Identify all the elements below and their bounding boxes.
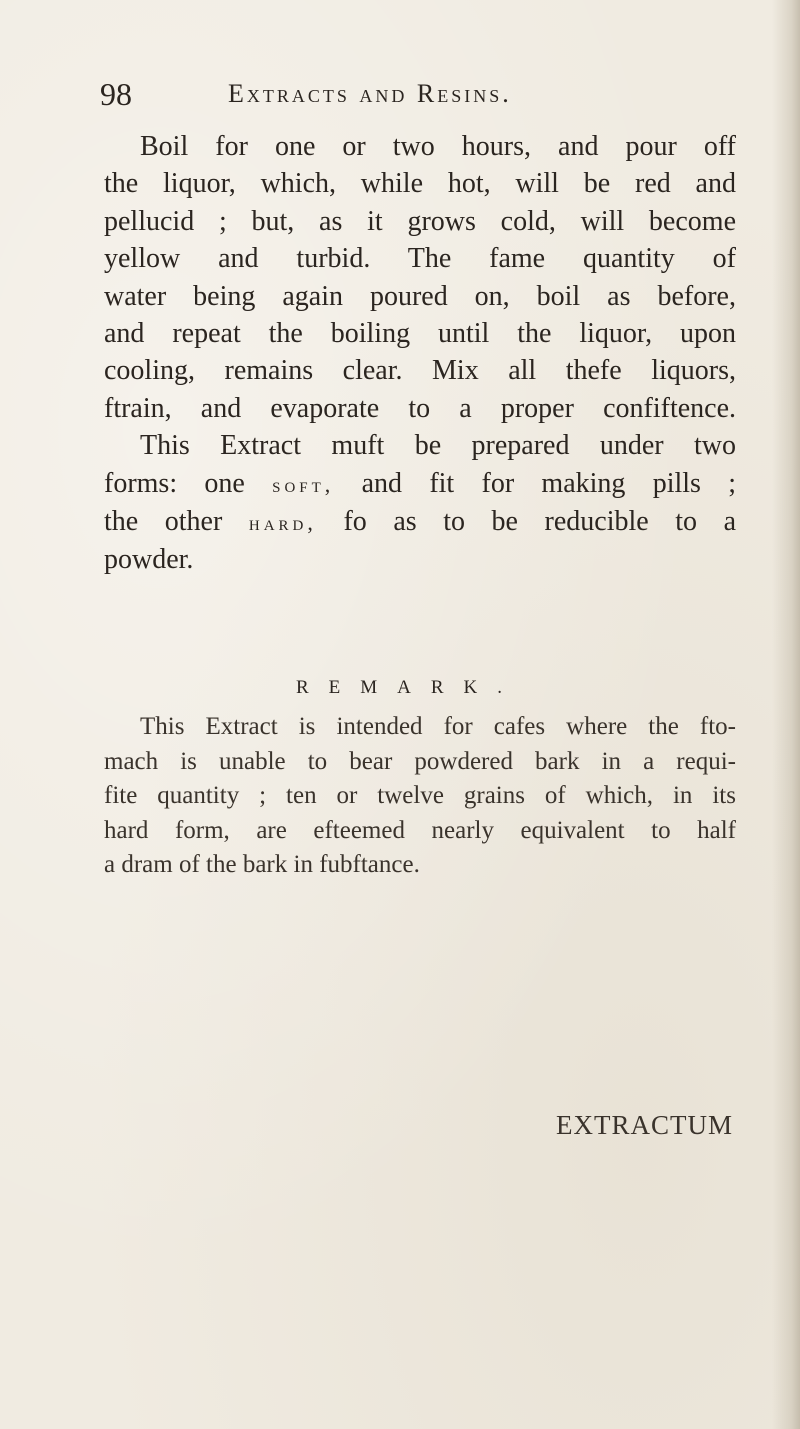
text-line: powder. [104, 544, 194, 576]
remark-line: a dram of the bark in fubftance. [104, 851, 420, 879]
remark-heading: REMARK. [295, 677, 523, 698]
remark-line: mach is unable to bear powdered bark in a requi- [104, 747, 736, 775]
text-fragment: the other [104, 506, 223, 538]
text-line: and repeat the boiling until the liquor, upon [104, 318, 736, 350]
text-line [104, 503, 736, 541]
main-paragraphs [104, 128, 736, 579]
text-line: Boil for one or two hours, and pour off [140, 131, 736, 162]
remark-line: fite quantity ; ten or twelve grains of which, in its [104, 782, 736, 810]
text-line: ftrain, and evaporate to a proper confiftence. [104, 392, 736, 424]
text-fragment: fo as to be reducible to a [343, 506, 736, 538]
remark-line: This Extract is intended for cafes where the fto- [140, 713, 736, 740]
text-fragment: and fit for making pills ; [361, 467, 737, 499]
text-line: pellucid ; but, as it grows cold, will become [104, 205, 736, 237]
text-line [104, 465, 736, 503]
text-line: water being again poured on, boil as before, [104, 280, 736, 312]
small-caps-hard: hard, [248, 510, 317, 536]
text-line: This Extract muft be prepared under two [140, 430, 736, 462]
remark-line: hard form, are efteemed nearly equivalent to half [104, 816, 736, 844]
page-edge-shadow [772, 0, 800, 1429]
text-line: cooling, remains clear. Mix all thefe liquors, [104, 355, 736, 387]
running-head [100, 72, 660, 122]
remark-paragraph [104, 710, 736, 883]
text-line: yellow and turbid. The fame quantity of [104, 243, 736, 275]
text-fragment: forms: one [104, 467, 245, 499]
running-head-title: Extracts and Resins. [228, 79, 512, 108]
page-number: 98 [100, 76, 132, 112]
text-line: the liquor, which, while hot, will be red and [104, 168, 736, 200]
catchword: EXTRACTUM [556, 1110, 733, 1140]
small-caps-soft: soft, [272, 471, 335, 497]
